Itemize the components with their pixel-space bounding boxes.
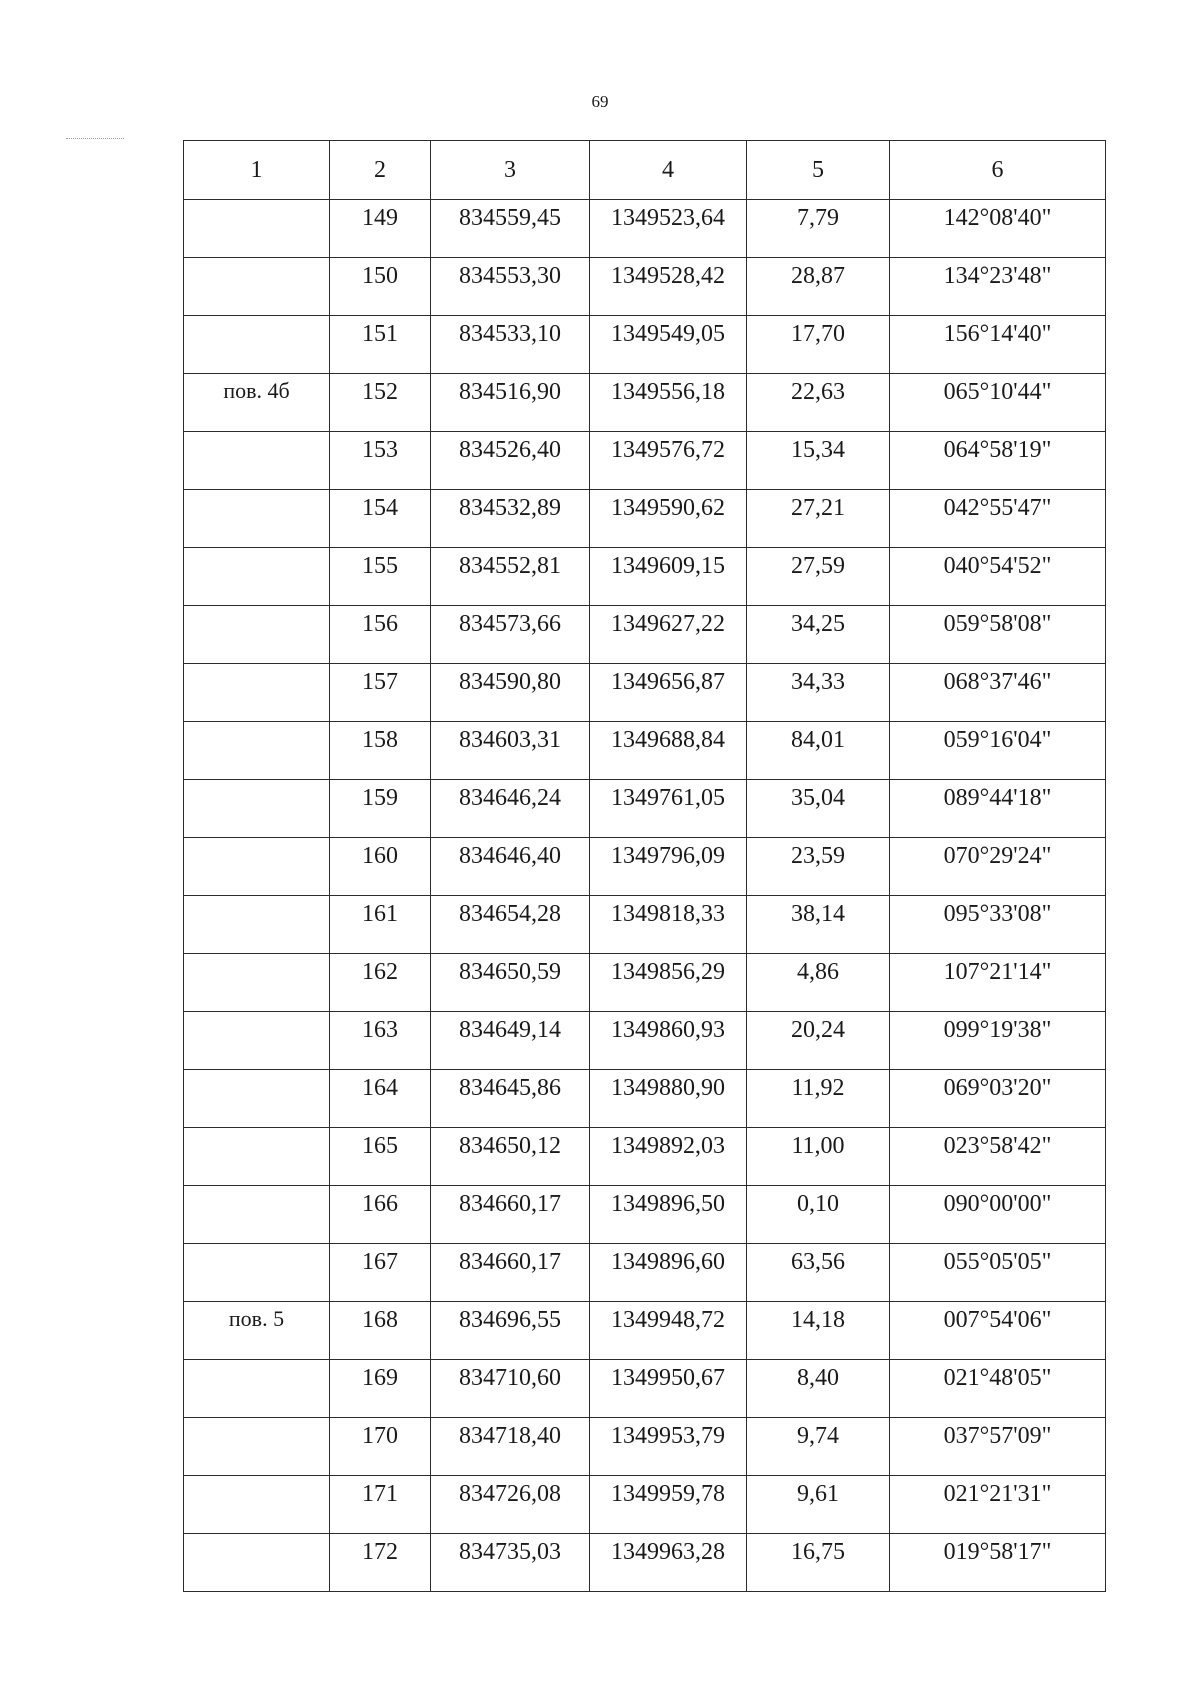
table-row [184, 1534, 1106, 1592]
y-coordinate-cell: 1349896,60 [590, 1244, 747, 1302]
turn-label-cell [184, 490, 330, 548]
point-number-cell: 172 [330, 1534, 431, 1592]
point-number-cell: 156 [330, 606, 431, 664]
direction-angle-cell: 007°54'06" [890, 1302, 1106, 1360]
y-coordinate-cell: 1349856,29 [590, 954, 747, 1012]
direction-angle-cell: 089°44'18" [890, 780, 1106, 838]
point-number-cell: 164 [330, 1070, 431, 1128]
direction-angle-cell: 040°54'52" [890, 548, 1106, 606]
distance-cell: 27,59 [747, 548, 890, 606]
turn-label-cell [184, 548, 330, 606]
y-coordinate-cell: 1349528,42 [590, 258, 747, 316]
direction-angle-cell: 070°29'24" [890, 838, 1106, 896]
distance-cell: 11,92 [747, 1070, 890, 1128]
distance-cell: 11,00 [747, 1128, 890, 1186]
distance-cell: 27,21 [747, 490, 890, 548]
direction-angle-cell: 156°14'40" [890, 316, 1106, 374]
y-coordinate-cell: 1349818,33 [590, 896, 747, 954]
header-cell-3: 3 [431, 141, 590, 200]
x-coordinate-cell: 834660,17 [431, 1244, 590, 1302]
distance-cell: 16,75 [747, 1534, 890, 1592]
point-number-cell: 161 [330, 896, 431, 954]
turn-label-cell [184, 258, 330, 316]
table-row [184, 1360, 1106, 1418]
point-number-cell: 157 [330, 664, 431, 722]
turn-label-cell [184, 200, 330, 258]
x-coordinate-cell: 834532,89 [431, 490, 590, 548]
point-number-cell: 153 [330, 432, 431, 490]
distance-cell: 9,61 [747, 1476, 890, 1534]
distance-cell: 38,14 [747, 896, 890, 954]
x-coordinate-cell: 834552,81 [431, 548, 590, 606]
distance-cell: 35,04 [747, 780, 890, 838]
direction-angle-cell: 023°58'42" [890, 1128, 1106, 1186]
distance-cell: 14,18 [747, 1302, 890, 1360]
direction-angle-cell: 065°10'44" [890, 374, 1106, 432]
distance-cell: 17,70 [747, 316, 890, 374]
x-coordinate-cell: 834696,55 [431, 1302, 590, 1360]
header-cell-1: 1 [184, 141, 330, 200]
turn-label-cell [184, 316, 330, 374]
x-coordinate-cell: 834573,66 [431, 606, 590, 664]
x-coordinate-cell: 834645,86 [431, 1070, 590, 1128]
table-header [184, 141, 1106, 200]
distance-cell: 4,86 [747, 954, 890, 1012]
point-number-cell: 154 [330, 490, 431, 548]
table-row [184, 374, 1106, 432]
table-row [184, 490, 1106, 548]
distance-cell: 23,59 [747, 838, 890, 896]
x-coordinate-cell: 834660,17 [431, 1186, 590, 1244]
turn-label-cell [184, 722, 330, 780]
x-coordinate-cell: 834649,14 [431, 1012, 590, 1070]
y-coordinate-cell: 1349892,03 [590, 1128, 747, 1186]
turn-label-cell [184, 1534, 330, 1592]
x-coordinate-cell: 834650,12 [431, 1128, 590, 1186]
y-coordinate-cell: 1349880,90 [590, 1070, 747, 1128]
y-coordinate-cell: 1349796,09 [590, 838, 747, 896]
y-coordinate-cell: 1349576,72 [590, 432, 747, 490]
turn-label-cell [184, 1070, 330, 1128]
point-number-cell: 171 [330, 1476, 431, 1534]
turn-label-cell: пов. 5 [184, 1302, 330, 1360]
x-coordinate-cell: 834553,30 [431, 258, 590, 316]
turn-label-cell [184, 1128, 330, 1186]
y-coordinate-cell: 1349609,15 [590, 548, 747, 606]
y-coordinate-cell: 1349523,64 [590, 200, 747, 258]
distance-cell: 8,40 [747, 1360, 890, 1418]
turn-label-cell [184, 838, 330, 896]
table-row [184, 838, 1106, 896]
direction-angle-cell: 142°08'40" [890, 200, 1106, 258]
distance-cell: 84,01 [747, 722, 890, 780]
header-cell-4: 4 [590, 141, 747, 200]
direction-angle-cell: 042°55'47" [890, 490, 1106, 548]
distance-cell: 28,87 [747, 258, 890, 316]
table-row [184, 1302, 1106, 1360]
x-coordinate-cell: 834718,40 [431, 1418, 590, 1476]
x-coordinate-cell: 834603,31 [431, 722, 590, 780]
scan-artifact-line [66, 138, 124, 139]
turn-label-cell [184, 432, 330, 490]
header-cell-2: 2 [330, 141, 431, 200]
x-coordinate-cell: 834526,40 [431, 432, 590, 490]
table-row [184, 316, 1106, 374]
table-row [184, 1418, 1106, 1476]
point-number-cell: 165 [330, 1128, 431, 1186]
point-number-cell: 170 [330, 1418, 431, 1476]
point-number-cell: 163 [330, 1012, 431, 1070]
table-row [184, 432, 1106, 490]
direction-angle-cell: 055°05'05" [890, 1244, 1106, 1302]
x-coordinate-cell: 834590,80 [431, 664, 590, 722]
table-row [184, 200, 1106, 258]
turn-label-cell [184, 954, 330, 1012]
turn-label-cell [184, 606, 330, 664]
table-row [184, 1244, 1106, 1302]
x-coordinate-cell: 834646,24 [431, 780, 590, 838]
table-row [184, 1012, 1106, 1070]
x-coordinate-cell: 834726,08 [431, 1476, 590, 1534]
point-number-cell: 155 [330, 548, 431, 606]
x-coordinate-cell: 834533,10 [431, 316, 590, 374]
direction-angle-cell: 069°03'20" [890, 1070, 1106, 1128]
distance-cell: 34,25 [747, 606, 890, 664]
point-number-cell: 149 [330, 200, 431, 258]
direction-angle-cell: 064°58'19" [890, 432, 1106, 490]
point-number-cell: 162 [330, 954, 431, 1012]
page-number: 69 [591, 92, 609, 111]
direction-angle-cell: 021°21'31" [890, 1476, 1106, 1534]
table-row [184, 258, 1106, 316]
distance-cell: 7,79 [747, 200, 890, 258]
distance-cell: 22,63 [747, 374, 890, 432]
header-cell-5: 5 [747, 141, 890, 200]
turn-label-cell [184, 896, 330, 954]
y-coordinate-cell: 1349959,78 [590, 1476, 747, 1534]
point-number-cell: 169 [330, 1360, 431, 1418]
distance-cell: 63,56 [747, 1244, 890, 1302]
direction-angle-cell: 059°58'08" [890, 606, 1106, 664]
header-row [184, 141, 1106, 200]
direction-angle-cell: 021°48'05" [890, 1360, 1106, 1418]
y-coordinate-cell: 1349590,62 [590, 490, 747, 548]
y-coordinate-cell: 1349950,67 [590, 1360, 747, 1418]
distance-cell: 9,74 [747, 1418, 890, 1476]
y-coordinate-cell: 1349688,84 [590, 722, 747, 780]
table-row [184, 606, 1106, 664]
point-number-cell: 152 [330, 374, 431, 432]
direction-angle-cell: 037°57'09" [890, 1418, 1106, 1476]
direction-angle-cell: 134°23'48" [890, 258, 1106, 316]
table-row [184, 1476, 1106, 1534]
table-row [184, 780, 1106, 838]
x-coordinate-cell: 834710,60 [431, 1360, 590, 1418]
direction-angle-cell: 068°37'46" [890, 664, 1106, 722]
table-row [184, 722, 1106, 780]
distance-cell: 0,10 [747, 1186, 890, 1244]
y-coordinate-cell: 1349549,05 [590, 316, 747, 374]
turn-label-cell [184, 1360, 330, 1418]
y-coordinate-cell: 1349896,50 [590, 1186, 747, 1244]
distance-cell: 20,24 [747, 1012, 890, 1070]
table-row [184, 1128, 1106, 1186]
point-number-cell: 158 [330, 722, 431, 780]
point-number-cell: 160 [330, 838, 431, 896]
point-number-cell: 150 [330, 258, 431, 316]
point-number-cell: 167 [330, 1244, 431, 1302]
turn-label-cell [184, 1186, 330, 1244]
point-number-cell: 168 [330, 1302, 431, 1360]
y-coordinate-cell: 1349963,28 [590, 1534, 747, 1592]
x-coordinate-cell: 834516,90 [431, 374, 590, 432]
turn-label-cell [184, 1476, 330, 1534]
turn-label-cell [184, 780, 330, 838]
x-coordinate-cell: 834650,59 [431, 954, 590, 1012]
x-coordinate-cell: 834646,40 [431, 838, 590, 896]
x-coordinate-cell: 834735,03 [431, 1534, 590, 1592]
y-coordinate-cell: 1349761,05 [590, 780, 747, 838]
table-row [184, 548, 1106, 606]
point-number-cell: 159 [330, 780, 431, 838]
header-cell-6: 6 [890, 141, 1106, 200]
y-coordinate-cell: 1349656,87 [590, 664, 747, 722]
table-row [184, 896, 1106, 954]
table-row [184, 1070, 1106, 1128]
turn-label-cell [184, 1418, 330, 1476]
turn-label-cell [184, 1244, 330, 1302]
y-coordinate-cell: 1349860,93 [590, 1012, 747, 1070]
distance-cell: 15,34 [747, 432, 890, 490]
point-number-cell: 166 [330, 1186, 431, 1244]
direction-angle-cell: 095°33'08" [890, 896, 1106, 954]
turn-label-cell [184, 1012, 330, 1070]
turn-label-cell [184, 664, 330, 722]
direction-angle-cell: 019°58'17" [890, 1534, 1106, 1592]
table-body [184, 200, 1106, 1592]
y-coordinate-cell: 1349948,72 [590, 1302, 747, 1360]
direction-angle-cell: 059°16'04" [890, 722, 1106, 780]
table-row [184, 954, 1106, 1012]
coordinates-table [183, 140, 1106, 1592]
direction-angle-cell: 107°21'14" [890, 954, 1106, 1012]
y-coordinate-cell: 1349627,22 [590, 606, 747, 664]
direction-angle-cell: 099°19'38" [890, 1012, 1106, 1070]
table-row [184, 1186, 1106, 1244]
point-number-cell: 151 [330, 316, 431, 374]
table-row [184, 664, 1106, 722]
y-coordinate-cell: 1349953,79 [590, 1418, 747, 1476]
x-coordinate-cell: 834559,45 [431, 200, 590, 258]
direction-angle-cell: 090°00'00" [890, 1186, 1106, 1244]
turn-label-cell: пов. 4б [184, 374, 330, 432]
x-coordinate-cell: 834654,28 [431, 896, 590, 954]
distance-cell: 34,33 [747, 664, 890, 722]
y-coordinate-cell: 1349556,18 [590, 374, 747, 432]
